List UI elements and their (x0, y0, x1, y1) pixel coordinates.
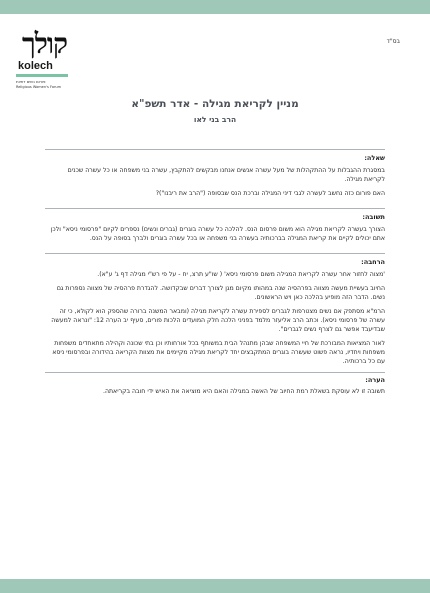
question-paragraph: האם פורום כזה נחשב לעשרה לגבי דיני המגילה וברכת הנס שבסופה ("הרב את ריבנו")? (155, 190, 385, 197)
logo-tagline-english: Religious Women's Forum (16, 85, 62, 89)
expansion-paragraph: לאור המציאות המבורכת של חיי המשפחה שבהן מתנהל הבית במשותף בכל אורחותיו וכן בתי שכונה וקהילה מתאחדים משפחות משפחות ויחדיו, נראה פשוט שעשרה בוגרים המתקבצים יחד לקריאת מגילה מקיימים את מצוות הקריאה בהידורה ובפרסומי ניסא עם כל ברכותיה. (52, 340, 385, 365)
question-paragraph: במסגרת ההגבלות על ההתקהלות של מעל עשרה אנשים אנחנו מבקשים להתקבץ, עשרה בני משפחה או כל עשרה שכנים לקריאת מגילה. (67, 167, 385, 183)
bsd-header-mark: בס"ד (386, 38, 400, 45)
expansion-paragraph: החיוב בעשיית מעשה מצווה בפרהסיה שנה במהותו מקיום מגן לצורך דברים שבקדושה. להגדרת פרהסיה של מצווה נספרות גם נשים. הדבר הזה מופיע בהלכה כאן ויש הראשונים. (56, 285, 385, 301)
logo-tagline-hebrew: פורום נשים דתיות (16, 79, 46, 84)
expansion-paragraph: 'מצוה לחזור אחר עשרה לקריאת המגילה משום פרסומי ניסא' ( שו"ע תרצ, יח - על פי רש"י מגילה דף ג' ע"א). (97, 271, 385, 278)
kolech-logo (16, 27, 84, 90)
logo-hebrew-wordmark: קולך (22, 27, 67, 60)
answer-paragraph: הצורך בעשרה לקריאת מגילה הוא משום פרסום הנס. להלכה כל עשרה בוגרים (גברים ונשים) נספרים לקיום "פרסומי ניסא" ולכן אתם יכולים לקיים את קריאת המגילה בברכותיה בעשרה בני משפחה או בכל עשרה בוגרים ולברך בסופה על הנס. (50, 226, 385, 242)
logo-accent-stripe (16, 74, 68, 77)
top-decorative-band (0, 0, 430, 14)
logo-english-wordmark: kolech (18, 60, 53, 72)
document-body (45, 98, 385, 396)
note-heading: הערה: (365, 376, 385, 384)
expansion-paragraph: הרמ"א מסתפק אם נשים מצטרפות לגברים לספירת עשרה לקריאת מגילה (ומבאר המשנה ברורה שהספק הוא לקולא, כי זה עשרה של פרסומי ניסא). וכתב הרב אליעזר מלמד בפניני הלכה חלק המועדים הלכות פורים, סעיף יב הערה 12: "ונראה למעשה שבדיעבד אפשר גם לצרף נשים לגברים". (51, 308, 385, 333)
document-title: מניין לקריאת מגילה - אדר תשפ"א (131, 98, 299, 110)
expansion-heading: הרחבה: (361, 258, 385, 266)
answer-heading: תשובה: (362, 213, 385, 221)
question-heading: שאלה: (364, 154, 385, 162)
bottom-decorative-band (0, 579, 430, 593)
document-author: הרב בני לאו (193, 115, 237, 124)
note-paragraph: תשובה זו לא עוסקת בשאלת רמת החיוב של האשה במגילה והאם היא מוציאה את האיש ידי חובה בקריאתה. (102, 388, 385, 395)
